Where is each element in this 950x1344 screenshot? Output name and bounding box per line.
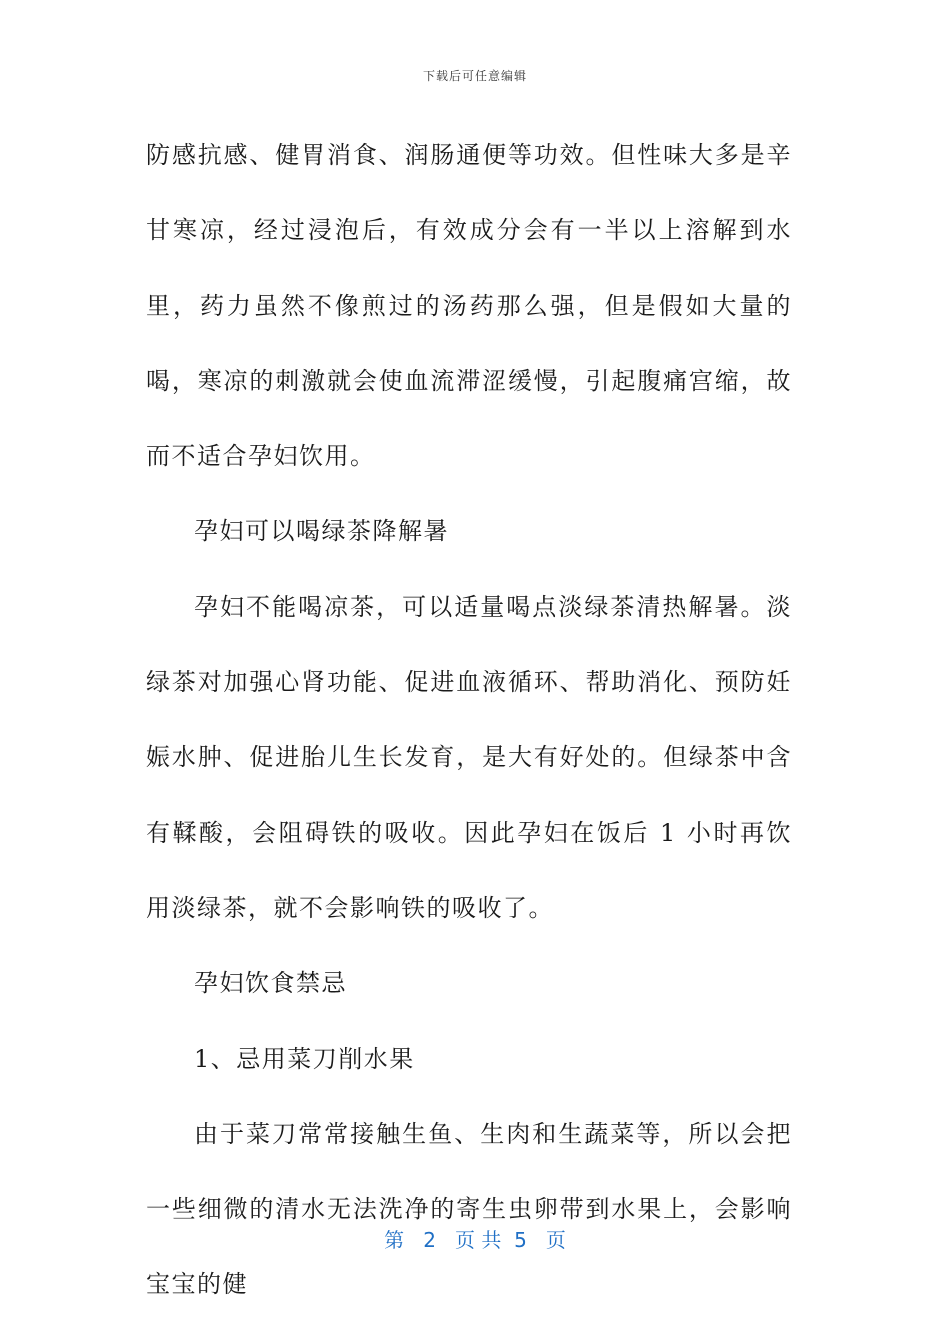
list-item-heading: 1、忌用菜刀削水果 — [194, 1044, 415, 1073]
footer-total-pages: 5 — [514, 1228, 527, 1252]
document-body — [146, 118, 792, 1323]
paragraph: 孕妇不能喝凉茶，可以适量喝点淡绿茶清热解暑。淡绿茶对加强心肾功能、促进血液循环、帮助消化、预防妊娠水肿、促进胎儿生长发育，是大有好处的。但绿茶中含有鞣酸，会阻碍铁的吸收。因此孕妇在饭后 1 小时再饮用淡绿茶，就不会影响铁的吸收了。 — [146, 592, 792, 922]
section-heading: 孕妇可以喝绿茶降解暑 — [194, 517, 449, 546]
page-footer — [0, 1224, 950, 1253]
footer-label-page: 第 — [384, 1228, 405, 1252]
paragraph: 防感抗感、健胃消食、润肠通便等功效。但性味大多是辛甘寒凉，经过浸泡后，有效成分会有一半以上溶解到水里，药力虽然不像煎过的汤药那么强，但是假如大量的喝，寒凉的刺激就会使血流滞涩缓慢，引起腹痛宫缩，故而不适合孕妇饮用。 — [146, 141, 792, 471]
paragraph: 由于菜刀常常接触生鱼、生肉和生蔬菜等，所以会把一些细微的清水无法洗净的寄生虫卵带到水果上，会影响宝宝的健 — [146, 1119, 792, 1299]
footer-label-pages: 页 — [545, 1228, 566, 1252]
footer-current-page: 2 — [423, 1228, 436, 1252]
footer-label-of: 页 共 — [455, 1228, 502, 1252]
page-header: 下载后可任意编辑 — [422, 69, 527, 83]
section-heading: 孕妇饮食禁忌 — [194, 969, 347, 998]
